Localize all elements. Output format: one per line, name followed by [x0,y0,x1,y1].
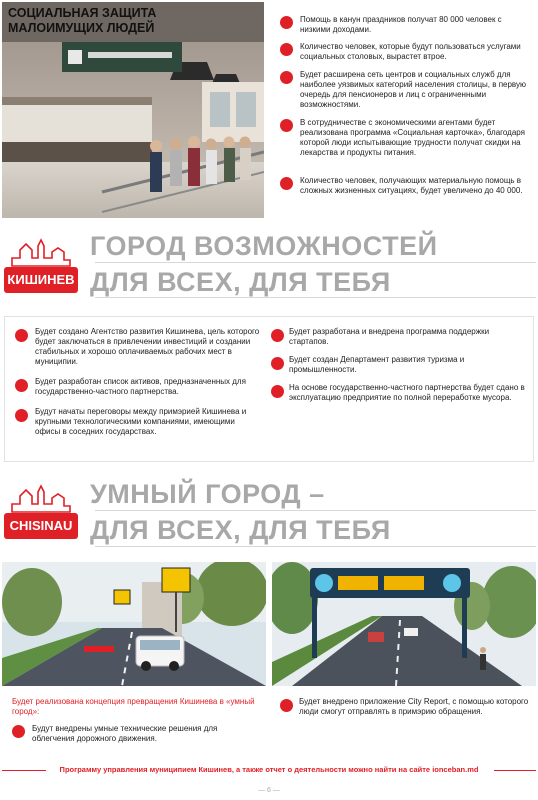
section-divider [95,510,536,511]
smart-street-photo-left [2,562,266,686]
opportunity-item: Будет создано Агентство развития Кишинева, цель которого будет заключаться в привлечении инвестиций и создании стабильных и хорошо оплачиваемых рабочих мест в муниципии. [35,327,260,366]
bullet-dot [280,16,293,29]
social-section-title: СОЦИАЛЬНАЯ ЗАЩИТА МАЛОИМУЩИХ ЛЮДЕЙ [8,6,157,35]
bullet-dot [15,409,28,422]
bullet-dot [280,71,293,84]
section-divider [95,262,536,263]
bullet-dot [271,329,284,342]
bullet-dot [271,357,284,370]
city-skyline-icon [2,482,80,544]
opportunity-item: Будет разработана и внедрена программа поддержки стартапов. [289,327,490,346]
bullet-dot [15,329,28,342]
smart-gantry-illustration [272,562,536,686]
bullet-dot [15,379,28,392]
opportunity-title-line2: ДЛЯ ВСЕХ, ДЛЯ ТЕБЯ [90,267,391,297]
opportunity-box [4,316,534,462]
smart-street-photo-right [272,562,536,686]
bullet-dot [280,43,293,56]
smart-item: Будут внедрены умные технические решения для облегчения дорожного движения. [32,724,218,743]
opportunity-item: Будет создан Департамент развития туризма и промышленности. [289,355,465,374]
page-number: — 6 — [258,787,280,794]
opportunity-title-line1: ГОРОД ВОЗМОЖНОСТЕЙ [90,231,438,261]
social-item: В сотрудничестве с экономическими агентами будет реализована программа «Социальная карточка», благодаря которой люди испытывающие трудности получат скидки на лекарства и продукты питания. [300,118,525,157]
smart-caption: Будет реализована концепция превращения Кишинева в «умный город»: [12,697,255,716]
social-item: Количество человек, которые будут пользоваться услугами социальных столовых, вырастет втрое. [300,42,521,61]
smart-title-line1: УМНЫЙ ГОРОД – [90,479,325,509]
kishinev-badge-label: КИШИНЕВ [7,272,75,287]
section-divider [95,546,536,547]
smart-item: Будет внедрено приложение City Report, с помощью которого люди смогут отправлять в примэрию обращения. [299,697,529,716]
kishinev-badge [2,236,80,298]
social-item: Количество человек, получающих материальную помощь в сложных жизненных ситуациях, будет увеличено до 40 000. [300,176,523,195]
bullet-dot [280,119,293,132]
opportunity-item: На основе государственно-частного партнерства будет сдано в эксплуатацию предприятие по полной переработке мусора. [289,383,525,402]
social-measures-list [268,2,536,218]
social-item: Будет расширена сеть центров и социальных служб для наиболее уязвимых категорий населения столицы, в первую очередь для пенсионеров и лиц с ограниченными возможностями. [300,70,527,109]
chisinau-badge-label: CHISINAU [9,518,73,533]
city-skyline-icon [2,236,80,298]
social-item: Помощь в канун праздников получат 80 000 человек с низкими доходами. [300,15,502,34]
bullet-dot [280,177,293,190]
bullet-dot [12,725,25,738]
chisinau-badge [2,482,80,544]
street-illustration [2,562,266,686]
opportunity-item: Будут начаты переговоры между примэрией Кишинева и крупными технологическими компаниями, имеющими офисы в соседних государствах. [35,407,247,436]
opportunity-item: Будет разработан список активов, предназначенных для государственно-частного партнерства. [35,377,246,396]
social-canteen-photo [2,2,264,218]
bullet-dot [271,385,284,398]
smart-title-line2: ДЛЯ ВСЕХ, ДЛЯ ТЕБЯ [90,515,391,545]
footer-note: Программу управления муниципием Кишинев, а также отчет о деятельности можно найти на сайте ionceban.md [59,765,479,774]
bullet-dot [280,699,293,712]
